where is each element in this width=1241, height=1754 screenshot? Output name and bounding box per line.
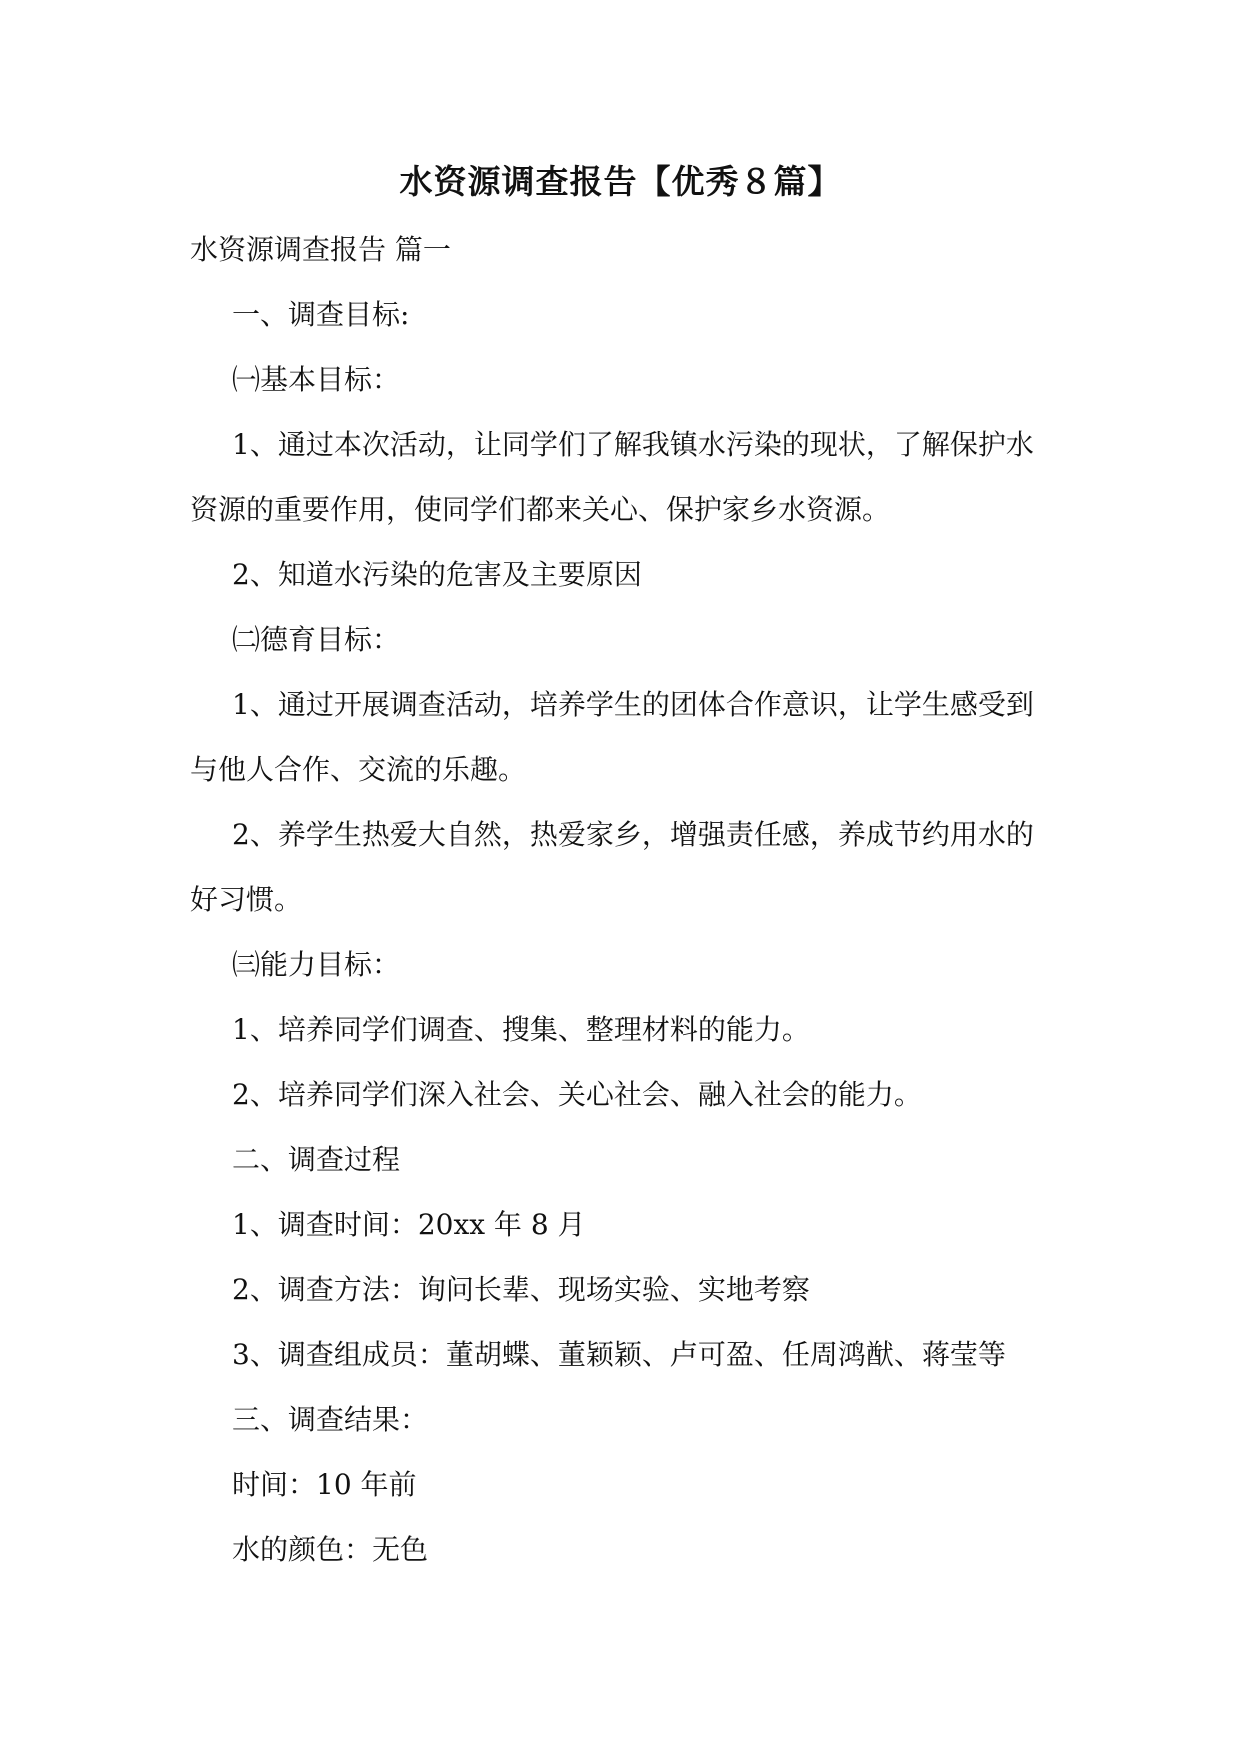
section-heading: 水资源调查报告 篇一 [190, 233, 451, 266]
text-line: 水的颜色：无色 [232, 1533, 429, 1566]
document-title: 水资源调查报告【优秀８篇】 [399, 162, 842, 201]
text-line: 2、养学生热爱大自然，热爱家乡，增强责任感，养成节约用水的 [232, 818, 1034, 851]
text-line: 资源的重要作用，使同学们都来关心、保护家乡水资源。 [190, 493, 891, 526]
text-line: 一、调查目标: [232, 298, 410, 331]
text-line: 好习惯。 [190, 883, 303, 916]
text-line: 2、知道水污染的危害及主要原因 [232, 558, 642, 591]
text-line: 三、调查结果： [232, 1403, 429, 1436]
text-line: 2、调查方法：询问长辈、现场实验、实地考察 [232, 1273, 810, 1306]
document-body [190, 228, 1070, 1593]
text-line: ㈠基本目标： [232, 363, 401, 396]
text-line: 2、培养同学们深入社会、关心社会、融入社会的能力。 [232, 1078, 922, 1111]
text-line: 时间：10 年前 [232, 1468, 417, 1501]
text-line: 1、通过本次活动，让同学们了解我镇水污染的现状，了解保护水 [232, 428, 1034, 461]
text-line: 二、调查过程 [232, 1143, 401, 1176]
text-line: 1、通过开展调查活动，培养学生的团体合作意识，让学生感受到 [232, 688, 1034, 721]
text-line: 3、调查组成员：董胡蝶、董颖颖、卢可盈、任周鸿猷、蒋莹等 [232, 1338, 1006, 1371]
text-line: ㈢能力目标： [232, 948, 401, 981]
text-line: 1、调查时间：20xx 年 8 月 [232, 1208, 586, 1241]
text-line: 1、培养同学们调查、搜集、整理材料的能力。 [232, 1013, 810, 1046]
text-line: 与他人合作、交流的乐趣。 [190, 753, 527, 786]
text-line: ㈡德育目标： [232, 623, 401, 656]
